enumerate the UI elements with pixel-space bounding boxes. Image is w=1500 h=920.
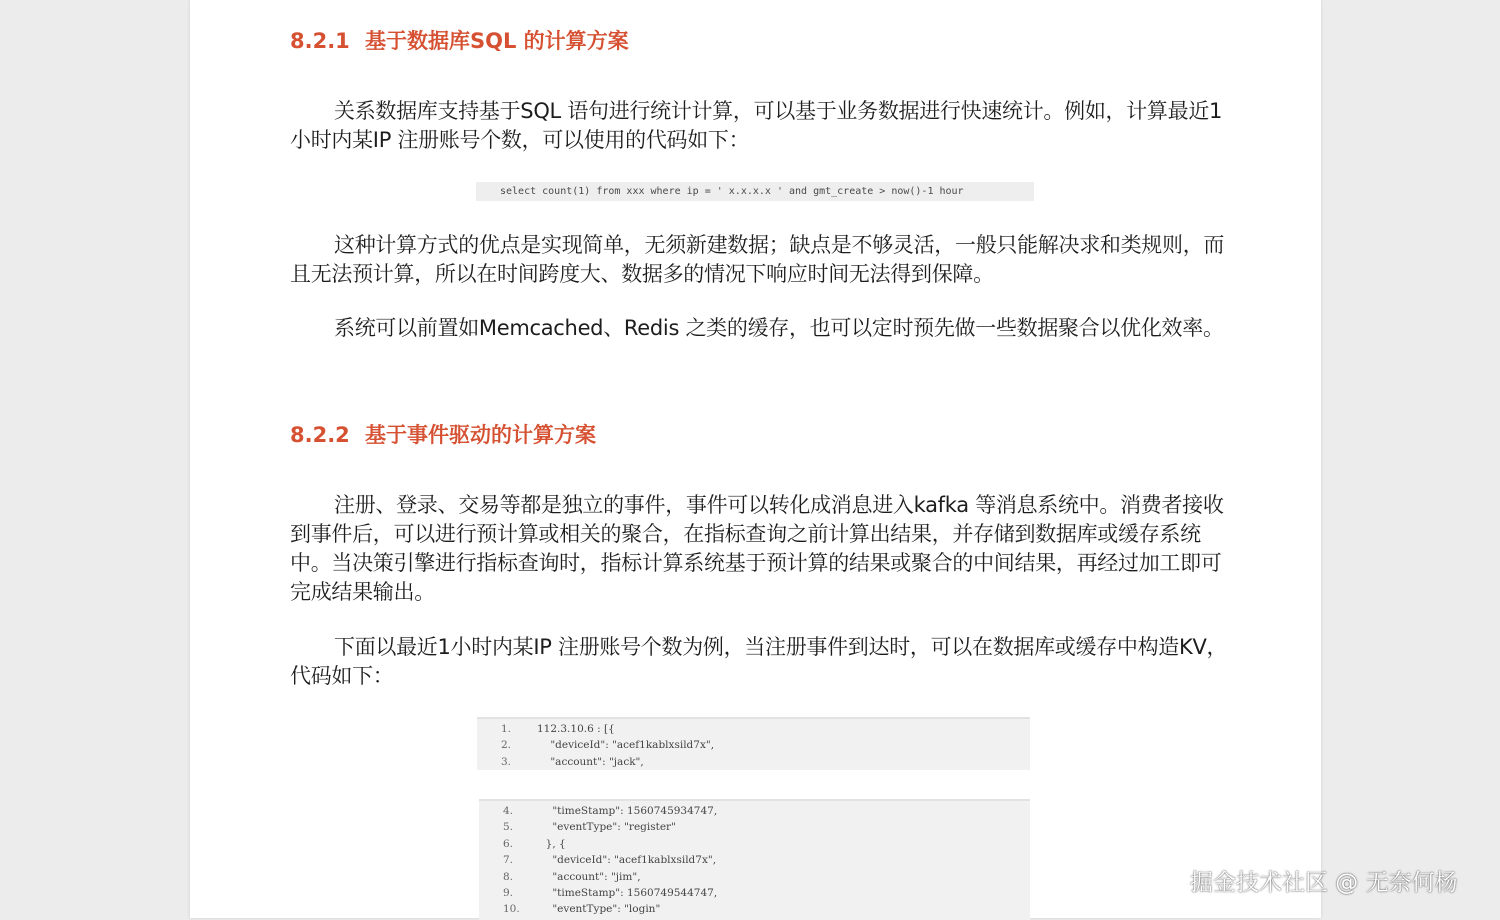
code-text: "eventType": "register" xyxy=(539,821,676,834)
code-text: "deviceId": "acef1kablxsild7x", xyxy=(539,854,717,867)
line-number: 8. xyxy=(503,870,514,883)
document-page xyxy=(190,0,1321,918)
watermark: 掘金技术社区 @ 无奈何杨 xyxy=(1190,870,1458,896)
code-line xyxy=(479,803,1030,819)
section-heading-8-2-2 xyxy=(290,419,596,449)
code-line xyxy=(477,737,1030,753)
line-number: 4. xyxy=(503,805,514,817)
paragraph: 关系数据库支持基于SQL 语句进行统计计算，可以基于业务数据进行快速统计。例如，计算最近1小时内某IP 注册账号个数，可以使用的代码如下： xyxy=(290,99,1223,152)
code-text: "timeStamp": 1560749544747, xyxy=(539,886,718,899)
paragraph: 这种计算方式的优点是实现简单，无须新建数据；缺点是不够灵活，一般只能解决求和类规则，而且无法预计算，所以在时间跨度大、数据多的情况下响应时间无法得到保障。 xyxy=(290,233,1225,286)
section-title: 基于数据库SQL 的计算方案 xyxy=(365,29,629,53)
code-line xyxy=(477,754,1030,770)
code-text: "account": "jack", xyxy=(537,755,644,768)
paragraph: 下面以最近1小时内某IP 注册账号个数为例，当注册事件到达时，可以在数据库或缓存中构造KV，代码如下： xyxy=(290,635,1228,688)
code-text: "timeStamp": 1560745934747, xyxy=(539,805,718,817)
code-text: "deviceId": "acef1kablxsild7x", xyxy=(537,739,715,752)
line-number: 7. xyxy=(503,854,514,867)
section-heading-8-2-1 xyxy=(290,25,629,55)
code-line xyxy=(479,885,1030,901)
code-line xyxy=(477,721,1030,737)
code-text: "account": "jim", xyxy=(539,870,641,883)
line-number: 9. xyxy=(503,886,514,899)
sql-code-snippet: select count(1) from xxx where ip = ' x.x.x.x ' and gmt_create > now()-1 hour xyxy=(476,182,1034,201)
line-number: 6. xyxy=(503,837,514,850)
line-number: 5. xyxy=(503,821,514,834)
line-number: 10. xyxy=(503,903,520,916)
code-line xyxy=(479,836,1030,852)
section-title: 基于事件驱动的计算方案 xyxy=(365,423,596,447)
code-text: 112.3.10.6 : [{ xyxy=(537,723,615,735)
code-text: }, { xyxy=(539,837,566,850)
code-block-1 xyxy=(477,717,1030,770)
paragraph: 系统可以前置如Memcached、Redis 之类的缓存，也可以定时预先做一些数据聚合以优化效率。 xyxy=(334,316,1224,340)
code-line xyxy=(479,901,1030,917)
code-line xyxy=(479,852,1030,868)
section-number: 8.2.1 xyxy=(290,29,350,53)
code-line xyxy=(479,819,1030,835)
line-number: 3. xyxy=(501,755,512,768)
section-number: 8.2.2 xyxy=(290,423,350,447)
line-number: 2. xyxy=(501,739,512,752)
code-block-2 xyxy=(479,799,1030,920)
paragraph: 注册、登录、交易等都是独立的事件，事件可以转化成消息进入kafka 等消息系统中。消费者接收到事件后，可以进行预计算或相关的聚合，在指标查询之前计算出结果，并存储到数据库或缓存系统中。当决策引擎进行指标查询时，指标计算系统基于预计算的结果或聚合的中间结果，再经过加工即可完成结果输出。 xyxy=(290,493,1224,604)
code-line xyxy=(479,869,1030,885)
code-text: "eventType": "login" xyxy=(539,903,661,916)
line-number: 1. xyxy=(501,723,512,735)
